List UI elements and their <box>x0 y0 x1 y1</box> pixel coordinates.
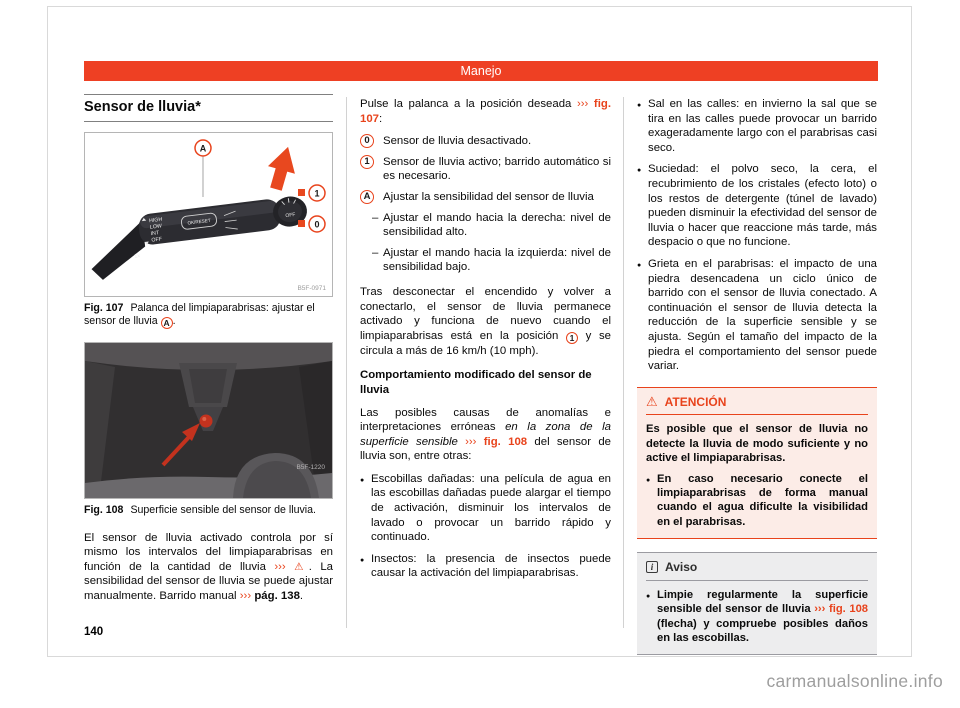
fig-ref: fig. 108 <box>483 435 528 448</box>
marker-a: A <box>360 190 374 204</box>
bullet-item: ● Escobillas dañadas: una película de agua en las escobillas dañadas puede alargar el tiempo de activación, disminuir los intervalos de lavado o provocar un barrido rápido y continuado. <box>360 472 611 545</box>
position-square-0 <box>298 220 305 227</box>
bullet-item: ● Insectos: la presencia de insectos puede causar la activación del limpiaparabrisas. <box>360 552 611 581</box>
chapter-header-bar <box>84 61 878 81</box>
stalk-label-int: INT <box>150 229 160 237</box>
aviso-box <box>637 552 877 655</box>
page-number: 140 <box>84 626 104 638</box>
middle-column <box>360 94 611 588</box>
bullet-item: ● Sal en las calles: en invierno la sal que se tira en las calles puede provocar un barrido exageradamente largo con el parabrisas casi seco. <box>637 97 877 155</box>
ignition-paragraph: Tras desconectar el encendido y volver a conectarlo, el sensor de lluvia permanece activado y funciona de nuevo cuando el limpiaparabrisas está en la posición 1 y se circula a más de 16 km/h (10 mph). <box>360 285 611 357</box>
sub-item: – Ajustar el mando hacia la izquierda: nivel de sensibilidad bajo. <box>360 246 611 275</box>
warning-triangle-icon: ⚠ <box>646 394 658 410</box>
marker-0: 0 <box>360 134 374 148</box>
cross-ref-chevrons: ››› <box>465 435 477 448</box>
sensor-dot <box>200 415 213 428</box>
callout-0-label: 0 <box>314 219 320 230</box>
cross-ref-chevrons: ››› <box>239 589 252 602</box>
list-item-0: 0 Sensor de lluvia desactivado. <box>360 134 611 149</box>
cross-ref-chevrons: ››› <box>576 98 589 110</box>
warning-ref-icon: ⚠ <box>294 560 309 573</box>
figure-107 <box>84 132 333 297</box>
figure-label: Fig. 107 <box>84 301 124 314</box>
watermark: carmanualsonline.info <box>766 671 943 691</box>
column-divider <box>623 97 624 628</box>
rain-sensor-photo <box>85 343 332 498</box>
aviso-bullet: ● Limpie regularmente la superficie sensible del sensor de lluvia ››› fig. 108 (flecha) y compruebe posibles daños en las escobillas. <box>646 588 868 646</box>
cross-ref-chevrons: ››› <box>274 560 286 573</box>
position-square-1 <box>298 189 305 196</box>
figure-107-caption: Fig. 107 Palanca del limpiaparabrisas: ajustar el sensor de lluvia A . <box>84 301 315 329</box>
anomalies-paragraph: Las posibles causas de anomalías e interpretaciones erróneas en la zona de la superficie sensible ››› fig. 108 del sensor de lluvia son, entre otras: <box>360 406 611 463</box>
stalk-label-ok-reset: OK/RESET <box>187 217 211 226</box>
right-column <box>637 94 877 655</box>
lever-instruction: Pulse la palanca a la posición deseada ››› fig. 107: <box>360 98 612 125</box>
fig-ref: fig. 107 <box>360 98 612 125</box>
stalk-label-low: LOW <box>149 222 163 231</box>
stalk-label-off: OFF <box>151 235 163 244</box>
callout-1-label: 1 <box>314 188 320 199</box>
callout-a-label: A <box>199 143 207 154</box>
attention-box <box>637 387 877 539</box>
stalk-label-1x: 1x <box>133 252 141 260</box>
aviso-title: i Aviso <box>646 560 868 581</box>
sub-item: – Ajustar el mando hacia la derecha: nivel de sensibilidad alto. <box>360 211 611 240</box>
attention-title: ⚠ ATENCIÓN <box>646 395 868 416</box>
image-code: B5F-1220 <box>296 464 325 472</box>
fig-ref: fig. 108 <box>828 603 869 616</box>
marker-1: 1 <box>360 155 374 169</box>
list-item-a: A Ajustar la sensibilidad del sensor de lluvia <box>360 190 611 205</box>
cross-ref-chevrons: ››› <box>814 603 826 616</box>
inline-marker-1: 1 <box>566 332 578 344</box>
stalk-label-high: HIGH <box>148 216 163 224</box>
image-code: B5F-0971 <box>297 284 326 292</box>
bullet-item: ● Grieta en el parabrisas: el impacto de una piedra desencadena un ciclo único de barrido con el sensor de lluvia conectado. A continuación el sensor de lluvia detecta la reducción de la superficie sensible y se ajusta. Según el tamaño del impacto de la piedra el comportamiento del sensor puede variar. <box>637 257 877 374</box>
bullet-item: ● Suciedad: el polvo seco, la cera, el recubrimiento de los cristales (efecto loto) o los restos de detergente (túnel de lavado) pueden disminuir la efectividad del sensor de lluvia o hacer que reaccione más tarde, más despacio o que no funcione. <box>637 162 877 250</box>
chapter-title: Manejo <box>460 64 502 78</box>
left-column <box>84 94 333 604</box>
inline-marker-a: A <box>161 317 173 329</box>
list-item-1: 1 Sensor de lluvia activo; barrido automático si es necesario. <box>360 155 611 184</box>
attention-text: Es posible que el sensor de lluvia no detecte la lluvia de modo suficiente y no active el limpiaparabrisas. <box>646 423 868 465</box>
column-divider <box>346 97 347 628</box>
intro-paragraph: El sensor de lluvia activado controla por sí mismo los intervalos del limpiaparabrisas en función de la cantidad de lluvia ››› ⚠. La sensibilidad del sensor de lluvia se puede ajustar manualmente. Barrido manual ››› pág. 138. <box>84 531 334 602</box>
subsection-heading: Comportamiento modificado del sensor de lluvia <box>360 369 592 396</box>
figure-label: Fig. 108 <box>84 504 124 517</box>
page-ref: pág. 138 <box>254 589 300 602</box>
attention-bullet: ● En caso necesario conecte el limpiaparabrisas de forma manual cuando el agua dificulte la visibilidad en el parabrisas. <box>646 472 868 530</box>
stalk-label-knob-off: OFF <box>285 211 296 219</box>
figure-108 <box>84 342 333 499</box>
info-icon: i <box>646 561 658 573</box>
figure-108-caption: Fig. 108 Superficie sensible del sensor de lluvia. <box>84 504 316 517</box>
section-title: Sensor de lluvia* <box>84 94 333 122</box>
wiper-stalk-drawing <box>85 133 332 296</box>
